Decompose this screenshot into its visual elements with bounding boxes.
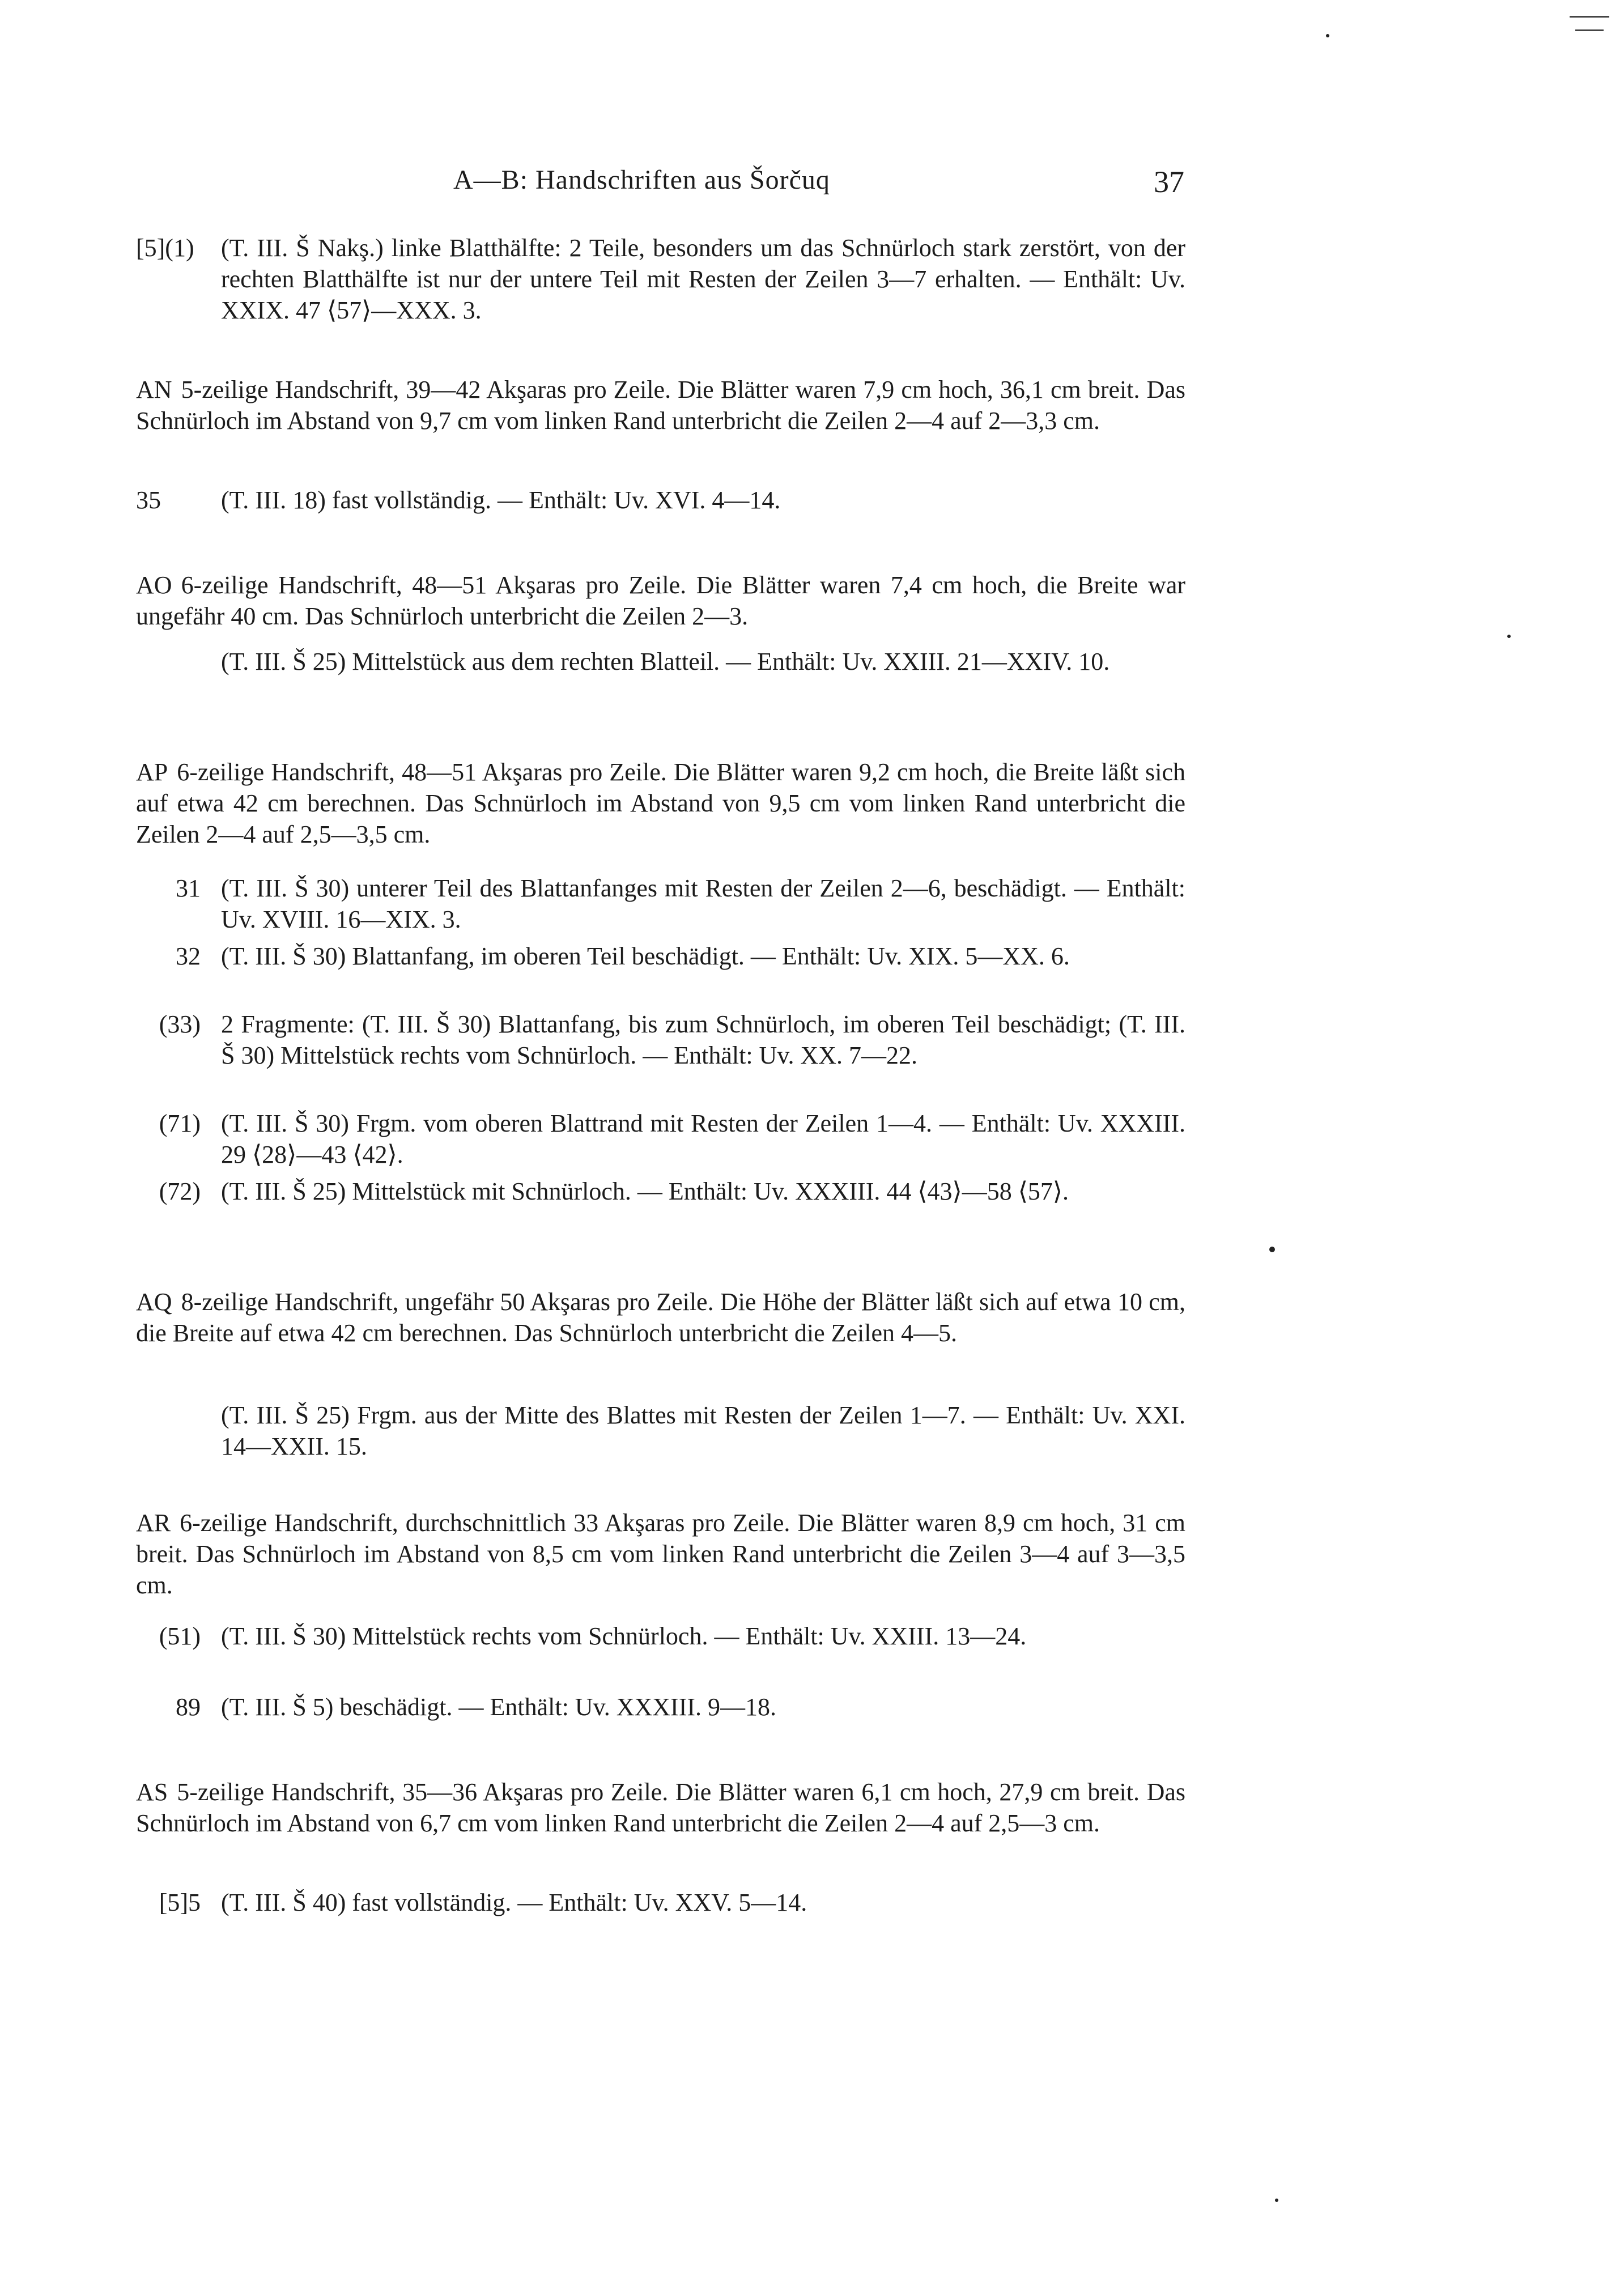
scan-speck [1507,635,1511,638]
section-ap-item [136,1176,1185,1207]
section-ao-item [136,646,1185,677]
section-description: 5-zeilige Handschrift, 39—42 Akşaras pro Zeile. Die Blätter waren 7,9 cm hoch, 36,1 cm breit. Das Schnürloch im Abstand von 9,7 cm vom linken Rand unterbricht die Zeilen 2—4 auf 2—3,3 cm. [136,376,1185,435]
running-header [136,164,1184,204]
section-ar-item [136,1691,1185,1723]
item-text: (T. III. Š 40) fast vollständig. — Enthält: Uv. XXV. 5—14. [221,1889,807,1916]
section-sigil: AO [136,571,172,599]
section-aq-description [136,1286,1185,1349]
section-ap-description [136,756,1185,850]
section-ap-item [136,1108,1185,1170]
section-ap-item [136,873,1185,935]
section-ao-description [136,569,1185,632]
item-text: 2 Fragmente: (T. III. Š 30) Blattanfang, bis zum Schnürloch, im oberen Teil beschädigt; (T. III. Š 30) Mittelstück rechts vom Schnürloch. — Enthält: Uv. XX. 7—22. [221,1010,1185,1069]
section-ar-item [136,1621,1185,1652]
item-number: (51) [159,1622,201,1650]
item-number [136,1400,221,1462]
section-description: 6-zeilige Handschrift, durchschnittlich 33 Akşaras pro Zeile. Die Blätter waren 8,9 cm hoch, 31 cm breit. Das Schnürloch im Abstand von 8,5 cm vom linken Rand unterbricht die Zeilen 3—4 auf 3—3,5 cm. [136,1509,1185,1599]
running-title: A—B: Handschriften aus Šorčuq [453,165,830,195]
page-number: 37 [1154,165,1184,199]
section-an-description [136,374,1185,436]
scan-speck [1326,34,1329,37]
section-an-item [136,484,1185,516]
section-description: 6-zeilige Handschrift, 48—51 Akşaras pro Zeile. Die Blätter waren 7,4 cm hoch, die Breite war ungefähr 40 cm. Das Schnürloch unterbricht die Zeilen 2—3. [136,571,1185,630]
entry-number: [5](1) [136,234,194,262]
section-ar-description [136,1507,1185,1601]
section-ap-item [136,941,1185,972]
section-sigil: AR [136,1509,171,1537]
scan-mark [1575,29,1604,31]
section-ap-item [136,1009,1185,1071]
item-number: (72) [159,1177,201,1205]
section-description: 5-zeilige Handschrift, 35—36 Akşaras pro Zeile. Die Blätter waren 6,1 cm hoch, 27,9 cm breit. Das Schnürloch im Abstand von 6,7 cm vom linken Rand unterbricht die Zeilen 2—4 auf 2,5—3 cm. [136,1778,1185,1837]
item-number: 35 [136,486,161,514]
item-number: [5]5 [159,1889,201,1916]
item-text: (T. III. Š 30) unterer Teil des Blattanfanges mit Resten der Zeilen 2—6, beschädigt. — Enthält: Uv. XVIII. 16—XIX. 3. [221,874,1185,933]
scan-speck [1269,1247,1275,1252]
scan-mark [1570,16,1609,18]
section-description: 6-zeilige Handschrift, 48—51 Akşaras pro Zeile. Die Blätter waren 9,2 cm hoch, die Breite läßt sich auf etwa 42 cm berechnen. Das Schnürloch im Abstand von 9,5 cm vom linken Rand unterbricht die Zeilen 2—4 auf 2,5—3,5 cm. [136,758,1185,848]
item-text: (T. III. Š 5) beschädigt. — Enthält: Uv. XXXIII. 9—18. [221,1693,777,1721]
intro-entry [136,232,1185,326]
item-number: 32 [176,942,201,970]
section-sigil: AP [136,758,168,786]
section-as-item [136,1887,1185,1918]
item-text: (T. III. Š 30) Frgm. vom oberen Blattrand mit Resten der Zeilen 1—4. — Enthält: Uv. XXXIII. 29 ⟨28⟩—43 ⟨42⟩. [221,1109,1185,1168]
section-sigil: AS [136,1778,168,1806]
item-number: 31 [176,874,201,902]
scan-speck [1275,2199,1278,2202]
section-sigil: AN [136,376,172,403]
section-as-description [136,1776,1185,1839]
section-aq-item [136,1400,1185,1462]
item-text: (T. III. Š 25) Mittelstück mit Schnürloch. — Enthält: Uv. XXXIII. 44 ⟨43⟩—58 ⟨57⟩. [221,1177,1069,1205]
item-text: (T. III. Š 30) Mittelstück rechts vom Schnürloch. — Enthält: Uv. XXIII. 13—24. [221,1622,1027,1650]
section-description: 8-zeilige Handschrift, ungefähr 50 Akşaras pro Zeile. Die Höhe der Blätter läßt sich auf etwa 10 cm, die Breite auf etwa 42 cm berechnen. Das Schnürloch unterbricht die Zeilen 4—5. [136,1288,1185,1347]
section-sigil: AQ [136,1288,172,1316]
item-text: (T. III. Š 30) Blattanfang, im oberen Teil beschädigt. — Enthält: Uv. XIX. 5—XX. 6. [221,942,1070,970]
item-text: (T. III. Š 25) Mittelstück aus dem rechten Blatteil. — Enthält: Uv. XXIII. 21—XXIV. 10. [221,648,1110,675]
item-number: 89 [176,1693,201,1721]
item-text: (T. III. 18) fast vollständig. — Enthält: Uv. XVI. 4—14. [221,486,781,514]
entry-text: (T. III. Š Nakş.) linke Blatthälfte: 2 Teile, besonders um das Schnürloch stark zerstört, von der rechten Blatthälfte ist nur der untere Teil mit Resten der Zeilen 3—7 erhalten. — Enthält: Uv. XXIX. 47 ⟨57⟩—XXX. 3. [221,234,1185,324]
item-number [136,646,221,677]
item-text: (T. III. Š 25) Frgm. aus der Mitte des Blattes mit Resten der Zeilen 1—7. — Enthält: Uv. XXI. 14—XXII. 15. [221,1401,1185,1460]
item-number: (71) [159,1109,201,1137]
item-number: (33) [159,1010,201,1038]
